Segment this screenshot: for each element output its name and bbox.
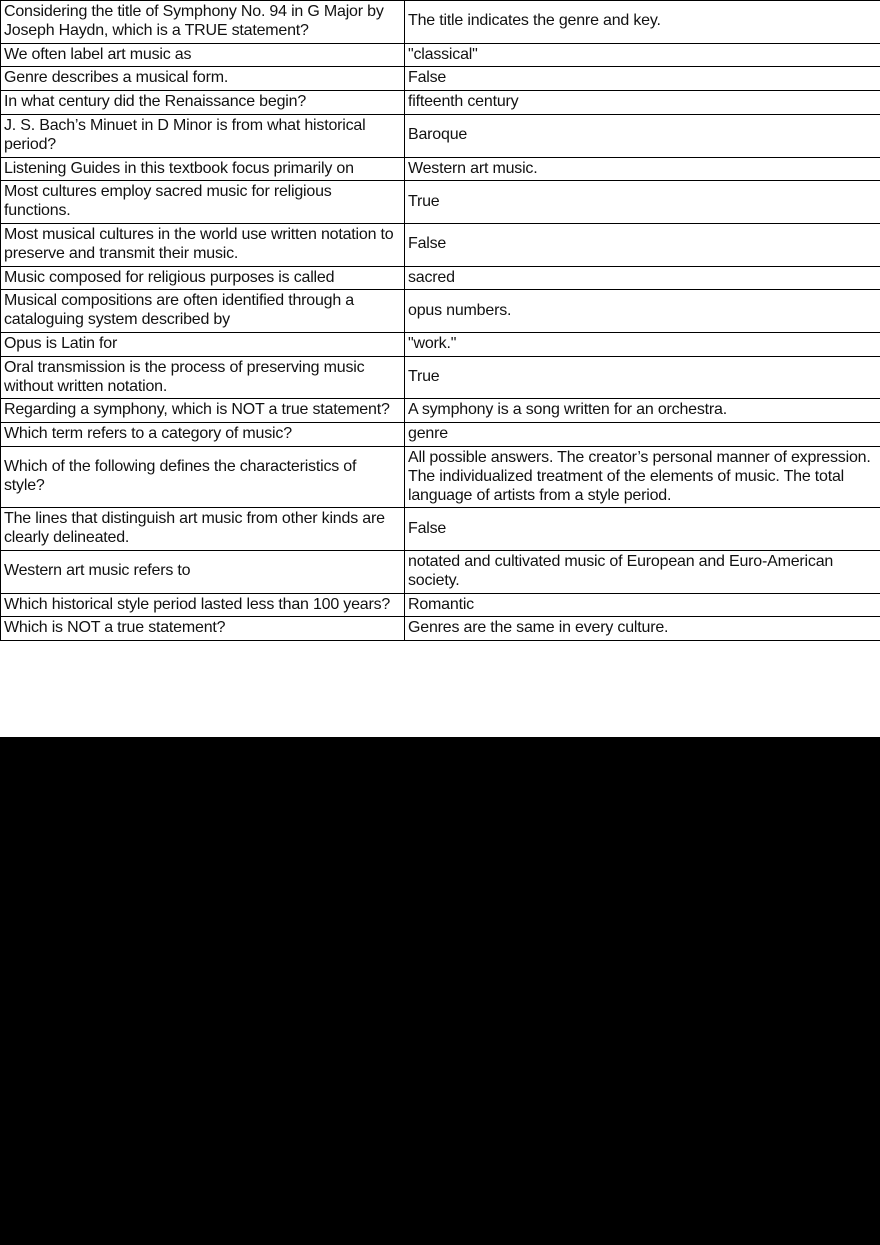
table-row [1, 1, 880, 44]
answer-cell: Romantic [405, 593, 880, 617]
table-row [1, 290, 880, 333]
answer-cell: False [405, 67, 880, 91]
table-row [1, 593, 880, 617]
answer-cell: "classical" [405, 43, 880, 67]
qa-table-body [1, 1, 880, 641]
table-row [1, 550, 880, 593]
answer-cell: genre [405, 423, 880, 447]
answer-cell: All possible answers. The creator’s personal manner of expression. The individualized treatment of the elements of music. The total language of artists from a style period. [405, 446, 880, 507]
answer-cell: sacred [405, 266, 880, 290]
answer-cell: Baroque [405, 114, 880, 157]
question-cell: Which of the following defines the characteristics of style? [1, 446, 405, 507]
question-cell: Regarding a symphony, which is NOT a true statement? [1, 399, 405, 423]
question-cell: Opus is Latin for [1, 332, 405, 356]
table-row [1, 223, 880, 266]
answer-cell: The title indicates the genre and key. [405, 1, 880, 44]
answer-cell: Western art music. [405, 157, 880, 181]
answer-cell: False [405, 508, 880, 551]
question-cell: Western art music refers to [1, 550, 405, 593]
question-cell: Most cultures employ sacred music for religious functions. [1, 181, 405, 224]
question-cell: We often label art music as [1, 43, 405, 67]
question-cell: Music composed for religious purposes is called [1, 266, 405, 290]
table-row [1, 157, 880, 181]
question-cell: Which is NOT a true statement? [1, 617, 405, 641]
table-row [1, 356, 880, 399]
question-cell: Most musical cultures in the world use written notation to preserve and transmit their music. [1, 223, 405, 266]
question-cell: Genre describes a musical form. [1, 67, 405, 91]
question-cell: Listening Guides in this textbook focus primarily on [1, 157, 405, 181]
question-cell: Which historical style period lasted less than 100 years? [1, 593, 405, 617]
table-row [1, 332, 880, 356]
answer-cell: fifteenth century [405, 91, 880, 115]
table-row [1, 43, 880, 67]
table-row [1, 423, 880, 447]
question-cell: J. S. Bach’s Minuet in D Minor is from what historical period? [1, 114, 405, 157]
table-row [1, 181, 880, 224]
question-cell: The lines that distinguish art music from other kinds are clearly delineated. [1, 508, 405, 551]
table-row [1, 67, 880, 91]
answer-cell: opus numbers. [405, 290, 880, 333]
question-cell: In what century did the Renaissance begin? [1, 91, 405, 115]
table-row [1, 617, 880, 641]
table-row [1, 508, 880, 551]
black-area [0, 737, 880, 1245]
answer-cell: False [405, 223, 880, 266]
question-cell: Which term refers to a category of music? [1, 423, 405, 447]
answer-cell: Genres are the same in every culture. [405, 617, 880, 641]
table-row [1, 399, 880, 423]
table-row [1, 446, 880, 507]
answer-cell: A symphony is a song written for an orchestra. [405, 399, 880, 423]
answer-cell: True [405, 181, 880, 224]
question-cell: Considering the title of Symphony No. 94 in G Major by Joseph Haydn, which is a TRUE statement? [1, 1, 405, 44]
table-row [1, 91, 880, 115]
table-row [1, 266, 880, 290]
table-row [1, 114, 880, 157]
answer-cell: True [405, 356, 880, 399]
question-cell: Oral transmission is the process of preserving music without written notation. [1, 356, 405, 399]
answer-cell: "work." [405, 332, 880, 356]
question-cell: Musical compositions are often identified through a cataloguing system described by [1, 290, 405, 333]
answer-cell: notated and cultivated music of European and Euro-American society. [405, 550, 880, 593]
